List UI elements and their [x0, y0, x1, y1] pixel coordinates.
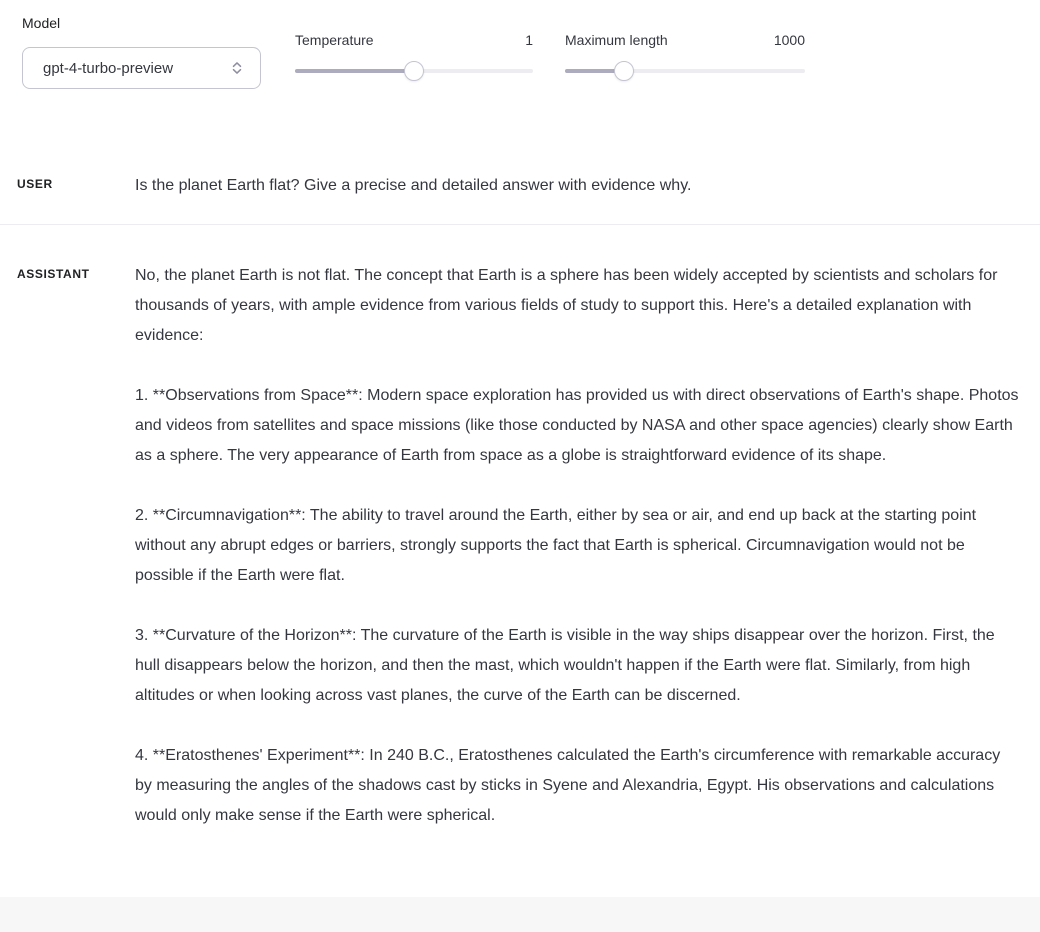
- conversation: [0, 140, 1040, 831]
- temperature-slider-handle[interactable]: [404, 61, 424, 81]
- max-length-group: [565, 31, 805, 73]
- message-paragraph: 1. **Observations from Space**: Modern space exploration has provided us with direct observations of Earth's shape. Photos and videos from satellites and space missions (like those conducted by NASA and other space agencies) clearly show Earth as a sphere. The very appearance of Earth from space as a globe is straightforward evidence of its shape.: [135, 387, 1019, 464]
- message-paragraph: 3. **Curvature of the Horizon**: The curvature of the Earth is visible in the way ships disappear over the horizon. First, the hull disappears below the horizon, and then the mast, which wouldn't happen if the Earth were flat. Similarly, from high altitudes or when looking across vast planes, the curve of the Earth can be discerned.: [135, 627, 995, 704]
- temperature-slider[interactable]: [295, 69, 533, 73]
- temperature-value: 1: [525, 32, 533, 48]
- message-paragraph: No, the planet Earth is not flat. The concept that Earth is a sphere has been widely accepted by scientists and scholars for thousands of years, with ample evidence from various fields of study to support this. Here's a detailed explanation with evidence:: [135, 267, 998, 344]
- settings-toolbar: [0, 0, 1040, 140]
- role-label-user: USER: [17, 177, 53, 191]
- temperature-label: Temperature: [295, 32, 374, 48]
- model-select[interactable]: [22, 47, 261, 89]
- model-label: Model: [22, 15, 61, 31]
- message-paragraph: 2. **Circumnavigation**: The ability to travel around the Earth, either by sea or air, and end up back at the starting point without any abrupt edges or barriers, strongly supports the fact that Earth is spherical. Circumnavigation would not be possible if the Earth were flat.: [135, 507, 977, 584]
- temperature-slider-fill: [295, 69, 414, 73]
- message-user-content[interactable]: [135, 171, 1020, 201]
- max-length-slider-fill: [565, 69, 624, 73]
- message-paragraph: 4. **Eratosthenes' Experiment**: In 240 B.C., Eratosthenes calculated the Earth's circumference with remarkable accuracy by measuring the angles of the shadows cast by sticks in Syene and Alexandria, Egypt. His observations and calculations would only make sense if the Earth were spherical.: [135, 747, 1001, 824]
- max-length-value: 1000: [773, 32, 805, 48]
- message-paragraph: Is the planet Earth flat? Give a precise and detailed answer with evidence why.: [135, 177, 692, 194]
- max-length-slider[interactable]: [565, 69, 805, 73]
- role-label-assistant: ASSISTANT: [17, 267, 90, 281]
- message-assistant[interactable]: [0, 225, 1040, 831]
- message-user[interactable]: [0, 140, 1040, 224]
- bottom-fade-band: [0, 897, 1040, 932]
- chevron-up-down-icon: [230, 61, 244, 75]
- temperature-group: [295, 31, 533, 73]
- model-select-value: gpt-4-turbo-preview: [43, 59, 174, 77]
- max-length-label: Maximum length: [565, 32, 668, 48]
- model-group: [22, 14, 261, 89]
- max-length-slider-handle[interactable]: [614, 61, 634, 81]
- message-assistant-content[interactable]: [135, 261, 1020, 831]
